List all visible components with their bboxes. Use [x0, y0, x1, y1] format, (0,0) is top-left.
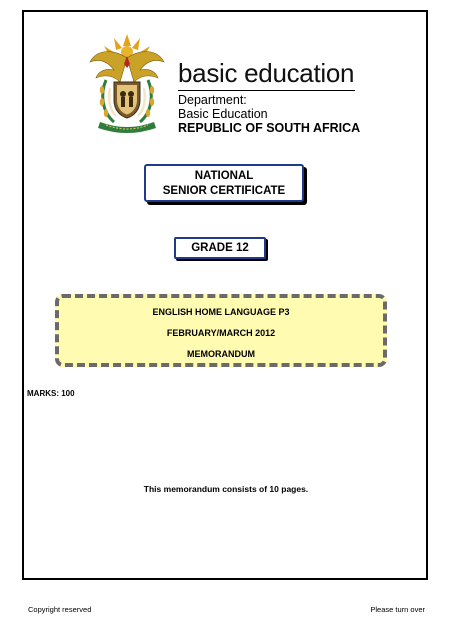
department-name: Basic Education: [178, 107, 268, 121]
department-label: Department:: [178, 93, 247, 107]
country-name: REPUBLIC OF SOUTH AFRICA: [178, 121, 361, 135]
marks-label: MARKS: 100: [27, 389, 75, 398]
certificate-line-2: SENIOR CERTIFICATE: [162, 185, 286, 197]
certificate-line-1: NATIONAL: [194, 170, 254, 182]
exam-session: FEBRUARY/MARCH 2012: [166, 328, 276, 338]
certificate-box: [144, 164, 304, 202]
page-count-note: This memorandum consists of 10 pages.: [143, 484, 309, 494]
exam-subject: ENGLISH HOME LANGUAGE P3: [152, 307, 290, 317]
exam-info-box: [55, 294, 387, 367]
exam-type: MEMORANDUM: [187, 349, 255, 359]
footer-turn-over: Please turn over: [370, 605, 425, 614]
brand-divider: [178, 90, 355, 91]
footer-copyright: Copyright reserved: [28, 605, 92, 614]
coat-of-arms-icon: [84, 28, 170, 136]
grade-box: GRADE 12: [174, 237, 266, 259]
brand-title: basic education: [178, 58, 355, 88]
